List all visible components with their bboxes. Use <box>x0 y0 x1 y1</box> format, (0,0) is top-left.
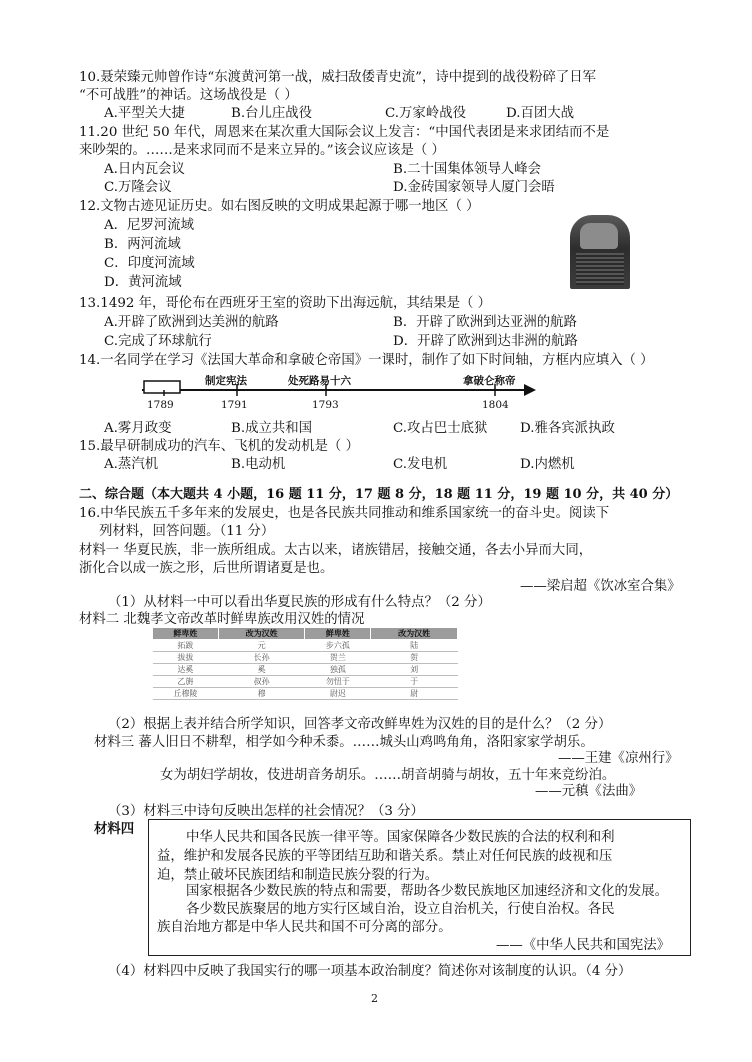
material-1-source: ——梁启超《饮冰室合集》 <box>520 579 681 594</box>
material-4-line: 族自治地方都是中华人民共和国不可分离的部分。 <box>157 920 452 935</box>
table-cell: 乙旃 <box>153 676 219 688</box>
q12-option-b: B．两河流域 <box>104 237 181 252</box>
table-cell: 贺兰 <box>305 652 371 664</box>
table-header: 改为汉姓 <box>371 628 458 640</box>
material-4-source: ——《中华人民共和国宪法》 <box>496 938 671 953</box>
table-cell: 奚 <box>218 664 305 676</box>
material-4-line: 迫，禁止破坏民族团结和制造民族分裂的行为。 <box>157 868 439 883</box>
table-header-row <box>153 628 458 640</box>
q12-option-c: C．印度河流域 <box>104 256 195 271</box>
q14-option-b: B.成立共和国 <box>231 421 313 436</box>
q10-option-c: C.万家岭战役 <box>385 106 466 121</box>
table-cell: 步六孤 <box>305 640 371 652</box>
material-4-line: 国家根据各少数民族的特点和需要，帮助各少数民族地区加速经济和文化的发展。 <box>186 884 669 899</box>
table-row <box>153 640 458 652</box>
material-3-line2: 女为胡妇学胡妆，伎进胡音务胡乐。……胡音胡骑与胡妆，五十年来竞纷泊。 <box>160 768 616 783</box>
table-cell: 长孙 <box>218 652 305 664</box>
section-2-heading: 二、综合题（本大题共 4 小题，16 题 11 分，17 题 8 分，18 题 11 分，19 题 10 分，共 40 分） <box>79 487 679 502</box>
table-cell: 拔拔 <box>153 652 219 664</box>
table-cell: 元 <box>218 640 305 652</box>
q11-option-c: C.万隆会议 <box>104 180 172 195</box>
material-2-title: 材料二 北魏孝文帝改革时鲜卑族改用汉姓的情况 <box>79 612 365 627</box>
table-cell: 尉迟 <box>305 688 371 700</box>
q10-stem-line1: 10.聂荣臻元帅曾作诗“东渡黄河第一战，威扫敌倭青史流”，诗中提到的战役粉碎了日军 <box>79 70 597 85</box>
q12-option-d: D．黄河流域 <box>104 275 182 290</box>
stele-relief-figure <box>580 223 618 249</box>
page-number: 2 <box>371 992 378 1005</box>
material-4-line: 益，维护和发展各民族的平等团结互助和谐关系。禁止对任何民族的歧视和压 <box>157 849 613 864</box>
q16-subquestion-2: （2）根据上表并结合所学知识，回答孝文帝改鲜卑姓为汉姓的目的是什么？（2 分） <box>108 717 612 732</box>
table-cell: 穆 <box>218 688 305 700</box>
material-4-line: 各少数民族聚居的地方实行区域自治，设立自治机关，行使自治权。各民 <box>186 902 615 917</box>
material-1-line2: 浙化合以成一族之形，后世所谓诸夏是也。 <box>79 561 334 576</box>
q16-intro-line2: 列材料，回答问题。（11 分） <box>99 524 275 539</box>
table-header: 鲜卑姓 <box>153 628 219 640</box>
stele-inscription <box>576 253 624 285</box>
q13-option-d: D．开辟了欧洲到达非洲的航路 <box>393 334 578 349</box>
q16-subquestion-4: （4）材料四中反映了我国实行的哪一项基本政治制度？简述你对该制度的认识。（4 分） <box>108 964 632 979</box>
q10-stem-line2: “不可战胜”的神话。这场战役是（ ） <box>79 88 298 103</box>
q11-option-a: A.日内瓦会议 <box>104 162 185 177</box>
table-cell: 尉 <box>371 688 458 700</box>
q13-stem: 13.1492 年，哥伦布在西班牙王室的资助下出海远航，其结果是（ ） <box>79 296 492 311</box>
q16-intro-line1: 16.中华民族五千多年来的发展史，也是各民族共同推动和维系国家统一的奋斗史。阅读下 <box>79 506 610 521</box>
table-row <box>153 688 458 700</box>
q12-stem: 12.文物古迹见证历史。如右图反映的文明成果起源于哪一地区（ ） <box>79 199 480 214</box>
q12-option-a: A．尼罗河流域 <box>104 218 195 233</box>
q14-option-c: C.攻占巴士底狱 <box>393 421 488 436</box>
table-cell: 丘穆陵 <box>153 688 219 700</box>
material-3-source1: ——王建《凉州行》 <box>558 751 679 766</box>
table-row <box>153 652 458 664</box>
q10-option-d: D.百团大战 <box>506 106 575 121</box>
q15-option-c: C.发电机 <box>393 457 448 472</box>
q15-stem: 15.最早研制成功的汽车、飞机的发动机是（ ） <box>79 439 359 454</box>
q10-option-a: A.平型关大捷 <box>104 106 185 121</box>
q11-option-b: B.二十国集体领导人峰会 <box>393 162 542 177</box>
q11-stem-line2: 来吵架的。……是来求同而不是来立异的。”该会议应该是（ ） <box>79 143 445 158</box>
q16-subquestion-1: （1）从材料一中可以看出华夏民族的形成有什么特点？（2 分） <box>108 595 491 610</box>
q14-option-d: D.雅各宾派执政 <box>520 421 615 436</box>
material-3-source2: ——元稹《法曲》 <box>535 784 643 799</box>
material-3-line1: 材料三 蕃人旧日不耕犁，相学如今种禾黍。……城头山鸡鸣角角，洛阳家家学胡乐。 <box>94 735 594 750</box>
timeline-event-1: 制定宪法 <box>205 375 247 387</box>
table-row <box>153 664 458 676</box>
table-cell: 刘 <box>371 664 458 676</box>
material-4-line: 中华人民共和国各民族一律平等。国家保障各少数民族的合法的权利和利 <box>186 830 615 845</box>
table-row <box>153 676 458 688</box>
timeline-blank-box <box>144 381 180 393</box>
table-cell: 贺 <box>371 652 458 664</box>
q13-option-a: A.开辟了欧洲到达美洲的航路 <box>104 315 279 330</box>
q15-option-a: A.蒸汽机 <box>104 457 159 472</box>
timeline-event-3: 拿破仑称帝 <box>463 375 516 387</box>
table-cell: 拓跋 <box>153 640 219 652</box>
q11-stem-line1: 11.20 世纪 50 年代，周恩来在某次重大国际会议上发言：“中国代表团是来求团结而不是 <box>79 125 610 140</box>
table-cell: 陆 <box>371 640 458 652</box>
timeline-year-4: 1804 <box>482 399 509 411</box>
q10-option-b: B.台儿庄战役 <box>231 106 313 121</box>
q14-stem: 14.一名同学在学习《法国大革命和拿破仑帝国》一课时，制作了如下时间轴，方框内应填入（ ） <box>79 353 654 368</box>
table-cell: 勿忸于 <box>305 676 371 688</box>
timeline-year-2: 1791 <box>221 399 248 411</box>
q15-option-b: B.电动机 <box>231 457 286 472</box>
table-header: 改为汉姓 <box>218 628 305 640</box>
table-cell: 独孤 <box>305 664 371 676</box>
hammurabi-stele-image <box>570 215 630 289</box>
q16-subquestion-3: （3）材料三中诗句反映出怎样的社会情况？（3 分） <box>108 804 424 819</box>
table-cell: 于 <box>371 676 458 688</box>
table-header: 鲜卑姓 <box>305 628 371 640</box>
table-cell: 达奚 <box>153 664 219 676</box>
material-4-label: 材料四 <box>94 821 135 837</box>
surname-change-table <box>152 627 458 700</box>
timeline-year-1: 1789 <box>147 399 174 411</box>
timeline-year-3: 1793 <box>312 399 339 411</box>
q14-option-a: A.雾月政变 <box>104 421 172 436</box>
q13-option-c: C.完成了环球航行 <box>104 334 212 349</box>
q15-option-d: D.内燃机 <box>520 457 575 472</box>
material-1-line1: 材料一 华夏民族，非一族所组成。太古以来，诸族错居，接触交通，各去小异而大同， <box>79 543 593 558</box>
timeline-event-2: 处死路易十六 <box>288 375 351 387</box>
table-cell: 叔孙 <box>218 676 305 688</box>
q11-option-d: D.金砖国家领导人厦门会晤 <box>393 180 555 195</box>
q13-option-b: B．开辟了欧洲到达亚洲的航路 <box>393 315 577 330</box>
